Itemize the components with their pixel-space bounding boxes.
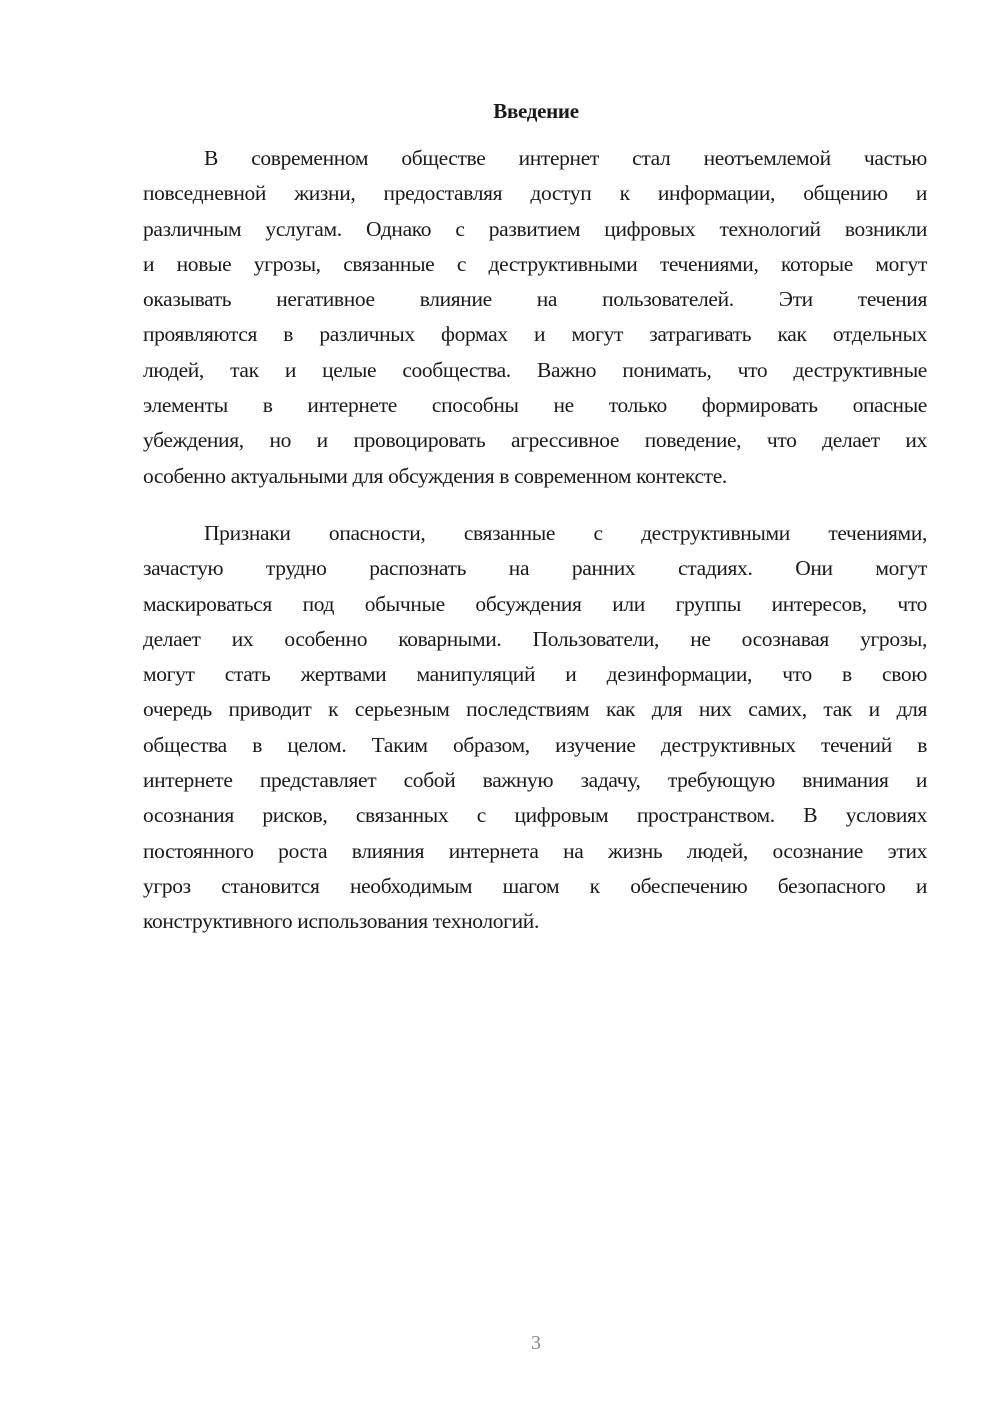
text-line: В современном обществе интернет стал неотъемлемой частью <box>204 146 927 170</box>
text-line: угроз становится необходимым шагом к обеспечению безопасного и <box>143 873 927 898</box>
text-line: Признаки опасности, связанные с деструктивными течениями, <box>204 521 927 545</box>
paragraph-1 <box>143 141 927 494</box>
text-line: общества в целом. Таким образом, изучение деструктивных течений в <box>143 732 927 757</box>
text-line: различным услугам. Однако с развитием цифровых технологий возникли <box>143 216 927 241</box>
text-line: особенно актуальными для обсуждения в современном контексте. <box>143 463 727 488</box>
text-line: людей, так и целые сообщества. Важно понимать, что деструктивные <box>143 357 927 382</box>
text-line: могут стать жертвами манипуляций и дезинформации, что в свою <box>143 662 927 687</box>
text-line: конструктивного использования технологий. <box>143 909 539 934</box>
text-line: интернете представляет собой важную задачу, требующую внимания и <box>143 768 927 793</box>
text-line: элементы в интернете способны не только формировать опасные <box>143 393 927 418</box>
paragraph-2 <box>143 516 927 940</box>
text-line: оказывать негативное влияние на пользователей. Эти течения <box>143 287 927 312</box>
text-line: убеждения, но и провоцировать агрессивное поведение, что делает их <box>143 428 927 453</box>
text-line: маскироваться под обычные обсуждения или группы интересов, что <box>143 591 927 616</box>
text-line: осознания рисков, связанных с цифровым пространством. В условиях <box>143 803 927 828</box>
text-line: делает их особенно коварными. Пользователи, не осознавая угрозы, <box>143 626 927 651</box>
text-line: очередь приводит к серьезным последствиям как для них самих, так и для <box>143 697 927 722</box>
text-line: зачастую трудно распознать на ранних стадиях. Они могут <box>143 556 927 581</box>
text-line: и новые угрозы, связанные с деструктивными течениями, которые могут <box>143 251 927 276</box>
text-line: проявляются в различных формах и могут затрагивать как отдельных <box>143 322 927 347</box>
text-line: постоянного роста влияния интернета на жизнь людей, осознание этих <box>143 838 927 863</box>
text-line: повседневной жизни, предоставляя доступ к информации, общению и <box>143 181 927 206</box>
page-number: 3 <box>531 1332 541 1354</box>
section-heading: Введение <box>493 99 579 123</box>
